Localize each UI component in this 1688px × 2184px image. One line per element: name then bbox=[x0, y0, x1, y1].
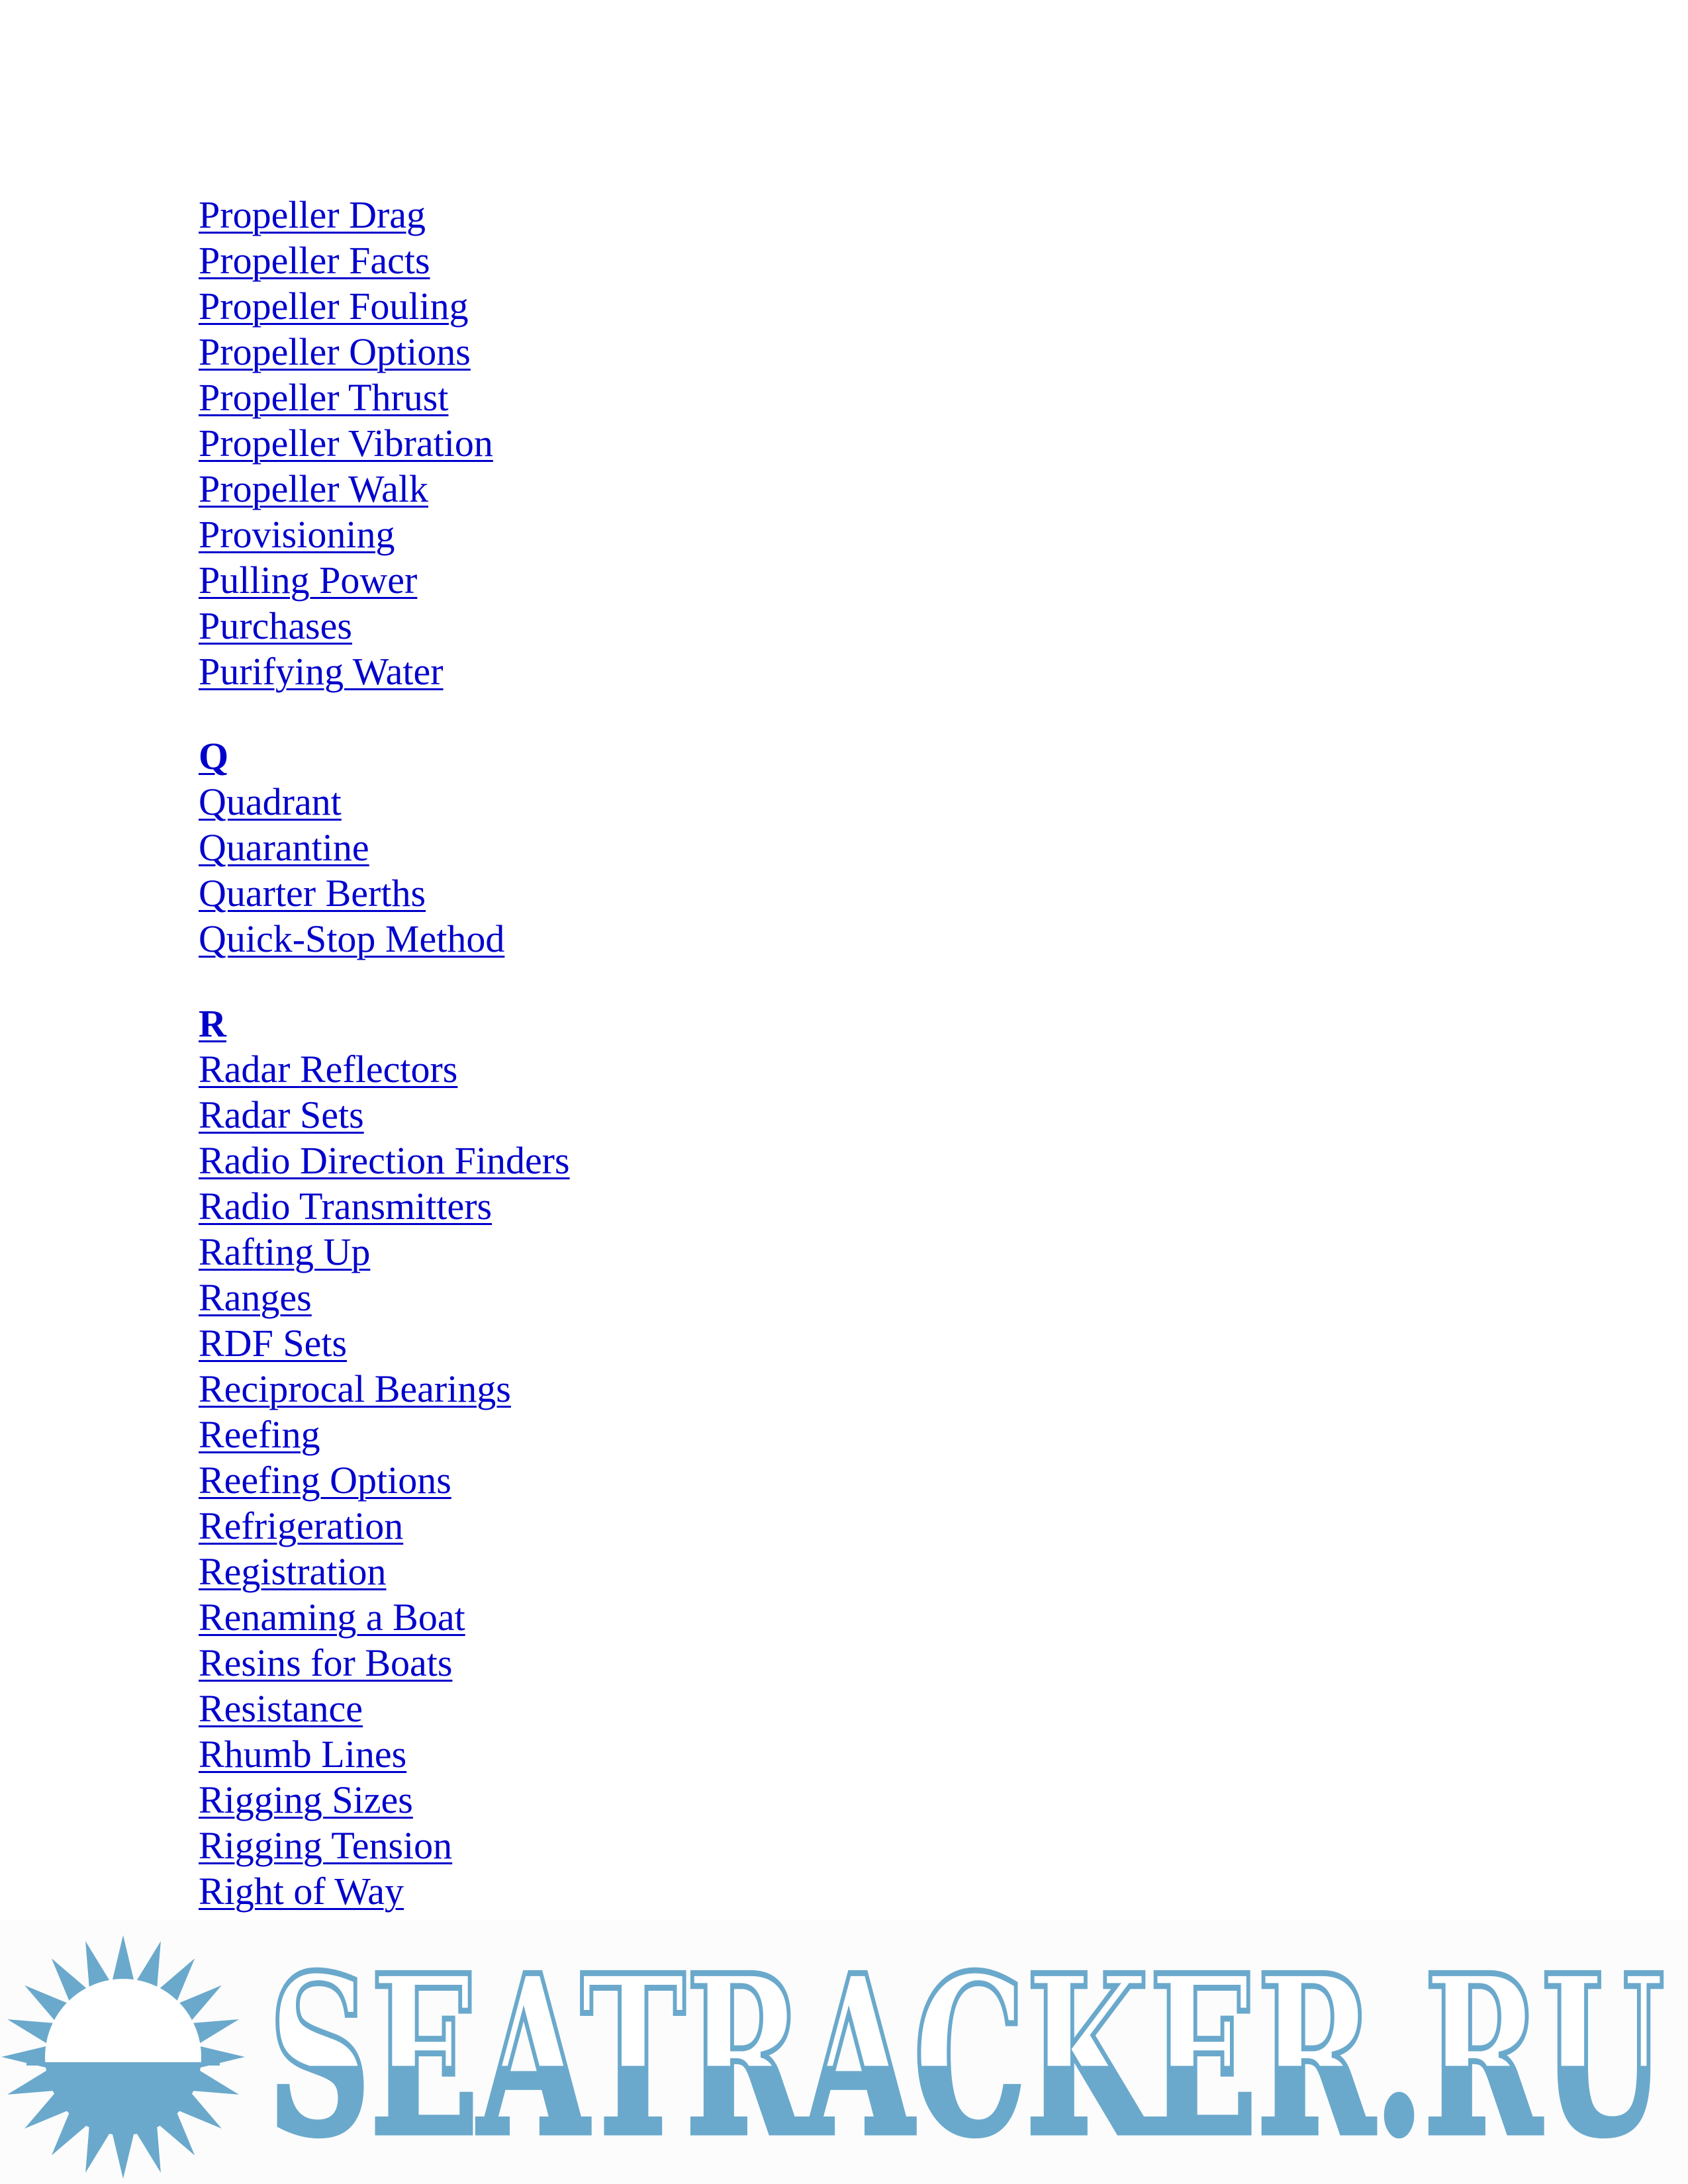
index-link[interactable]: Quarantine bbox=[199, 826, 369, 869]
index-link[interactable]: Radar Reflectors bbox=[199, 1048, 458, 1091]
link-list bbox=[199, 192, 1125, 694]
list-item bbox=[199, 1823, 1125, 1868]
list-item bbox=[199, 512, 1125, 557]
index-link[interactable]: Propeller Walk bbox=[199, 467, 429, 510]
list-item bbox=[199, 1731, 1125, 1777]
index-link[interactable]: Provisioning bbox=[199, 513, 395, 556]
list-item bbox=[199, 1412, 1125, 1457]
list-item bbox=[199, 329, 1125, 375]
index-link[interactable]: Quarter Berths bbox=[199, 872, 426, 915]
index-link[interactable]: Quick-Stop Method bbox=[199, 917, 505, 960]
index-link[interactable]: Rafting Up bbox=[199, 1230, 371, 1273]
index-link[interactable]: Propeller Fouling bbox=[199, 285, 469, 328]
index-link[interactable]: Refrigeration bbox=[199, 1504, 404, 1547]
list-item bbox=[199, 1138, 1125, 1183]
watermark-banner bbox=[0, 1919, 1688, 2184]
list-item bbox=[199, 1275, 1125, 1320]
index-link[interactable]: Rigging Tension bbox=[199, 1824, 453, 1867]
list-item bbox=[199, 1549, 1125, 1594]
list-item bbox=[199, 557, 1125, 603]
list-item bbox=[199, 779, 1125, 825]
index-link[interactable]: Propeller Vibration bbox=[199, 422, 493, 465]
sun-icon bbox=[0, 1934, 246, 2180]
list-item bbox=[199, 466, 1125, 512]
list-item bbox=[199, 1320, 1125, 1366]
list-item bbox=[199, 1183, 1125, 1229]
index-link[interactable]: Right of Way bbox=[199, 1870, 404, 1913]
list-item bbox=[199, 375, 1125, 420]
list-item bbox=[199, 1229, 1125, 1275]
horizon-line bbox=[26, 2062, 220, 2066]
index-link[interactable]: Pulling Power bbox=[199, 559, 418, 602]
list-item bbox=[199, 1686, 1125, 1731]
list-item bbox=[199, 192, 1125, 238]
list-item bbox=[199, 1092, 1125, 1138]
list-item bbox=[199, 1640, 1125, 1686]
index-link[interactable]: Radio Direction Finders bbox=[199, 1139, 570, 1182]
link-list bbox=[199, 1046, 1125, 1960]
list-item bbox=[199, 238, 1125, 283]
index-link[interactable]: Propeller Thrust bbox=[199, 376, 449, 419]
letter-heading-r[interactable]: R bbox=[199, 1002, 226, 1045]
list-item bbox=[199, 825, 1125, 870]
index-link[interactable]: Resins for Boats bbox=[199, 1641, 453, 1684]
list-item bbox=[199, 1594, 1125, 1640]
list-item bbox=[199, 283, 1125, 329]
watermark-wordmark bbox=[261, 1940, 1671, 2165]
index-link[interactable]: Propeller Facts bbox=[199, 239, 430, 282]
list-item bbox=[199, 1046, 1125, 1092]
watermark-text: SEATRACKER.RU bbox=[268, 1940, 1665, 2165]
index-link[interactable]: Purifying Water bbox=[199, 650, 444, 693]
list-item bbox=[199, 649, 1125, 694]
list-item bbox=[199, 1503, 1125, 1549]
list-item bbox=[199, 1457, 1125, 1503]
list-item bbox=[199, 1366, 1125, 1412]
list-item bbox=[199, 1777, 1125, 1823]
index-link[interactable]: Radar Sets bbox=[199, 1093, 364, 1136]
list-item bbox=[199, 1868, 1125, 1914]
list-item bbox=[199, 870, 1125, 916]
index-link[interactable]: Purchases bbox=[199, 604, 352, 647]
index-link[interactable]: Renaming a Boat bbox=[199, 1596, 465, 1639]
index-link[interactable]: Resistance bbox=[199, 1687, 363, 1730]
list-item bbox=[199, 916, 1125, 962]
index-link[interactable]: Reefing Options bbox=[199, 1459, 451, 1502]
index-link[interactable]: Ranges bbox=[199, 1276, 312, 1319]
index-link[interactable]: Quadrant bbox=[199, 780, 342, 823]
list-item bbox=[199, 603, 1125, 649]
letter-heading-q[interactable]: Q bbox=[199, 735, 229, 778]
index-group-p bbox=[199, 192, 1125, 694]
index-link[interactable]: Rhumb Lines bbox=[199, 1733, 407, 1776]
index-link[interactable]: Reefing bbox=[199, 1413, 320, 1456]
link-list bbox=[199, 779, 1125, 962]
index-link[interactable]: Propeller Options bbox=[199, 330, 471, 373]
index-link[interactable]: Propeller Drag bbox=[199, 193, 426, 236]
index-link[interactable]: Registration bbox=[199, 1550, 387, 1593]
index-group-r bbox=[199, 1001, 1125, 1960]
index-group-q bbox=[199, 733, 1125, 962]
index-link[interactable]: RDF Sets bbox=[199, 1322, 348, 1365]
index-link[interactable]: Radio Transmitters bbox=[199, 1185, 492, 1228]
index-list bbox=[199, 192, 1125, 1999]
list-item bbox=[199, 420, 1125, 466]
index-link[interactable]: Reciprocal Bearings bbox=[199, 1367, 511, 1410]
index-link[interactable]: Rigging Sizes bbox=[199, 1778, 413, 1821]
